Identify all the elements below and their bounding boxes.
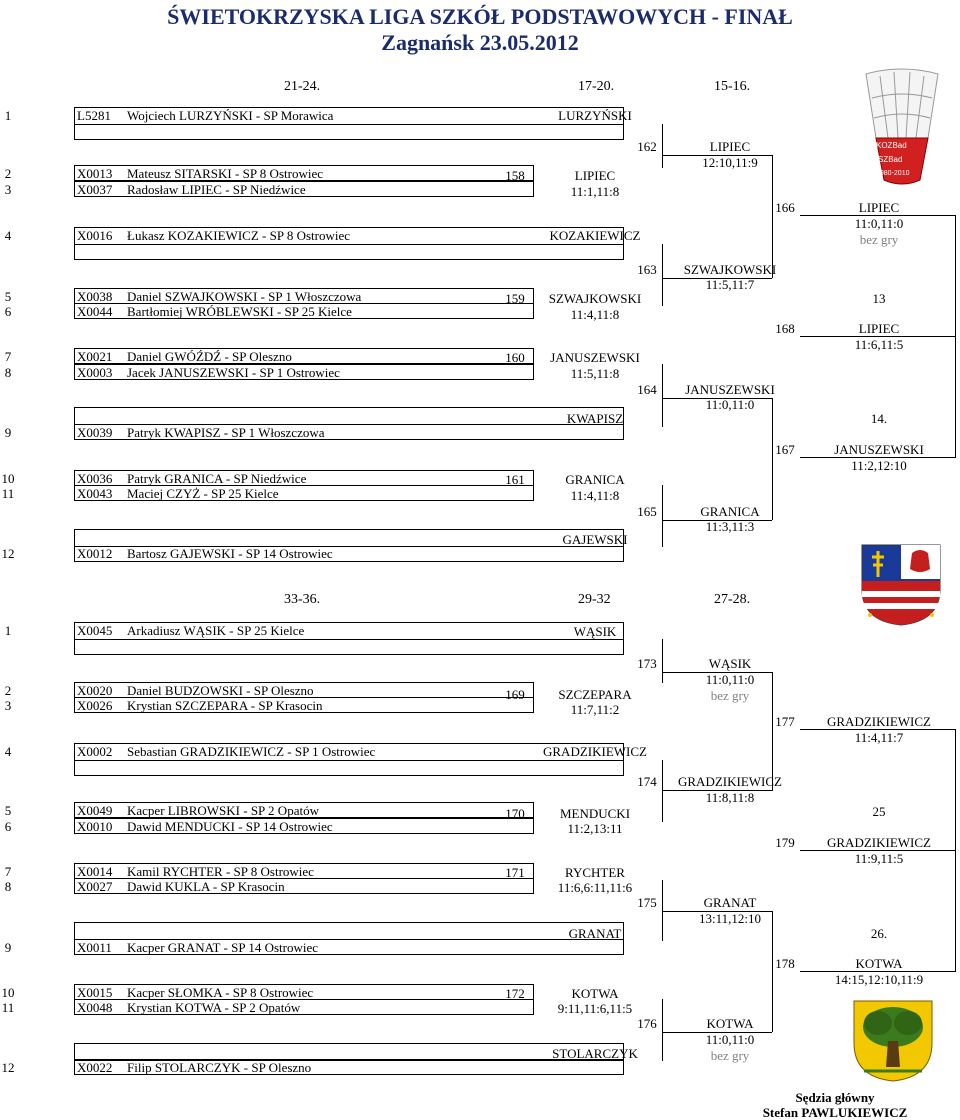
player-box xyxy=(74,424,624,440)
match-score: 11:1,11:8 xyxy=(570,184,620,199)
match-winner: SZWAJKOWSKI xyxy=(548,291,642,306)
player-name: Radosław LIPIEC - SP Niedźwice xyxy=(127,182,306,197)
bracket-line xyxy=(662,880,663,941)
player-name: Maciej CZYŻ - SP 25 Kielce xyxy=(127,486,279,501)
player-box xyxy=(74,303,534,319)
player-name: Daniel BUDZOWSKI - SP Oleszno xyxy=(127,683,314,698)
match-score: 11:2,13:11 xyxy=(567,821,623,836)
player-name: Filip STOLARCZYK - SP Oleszno xyxy=(127,1060,312,1075)
player-box xyxy=(74,697,534,713)
player-box xyxy=(74,165,534,181)
match-number: 167 xyxy=(775,442,795,457)
coat-of-arms-icon xyxy=(860,543,942,627)
player-name: Wojciech LURZYŃSKI - SP Morawica xyxy=(127,108,334,123)
match-score: 11:8,11:8 xyxy=(705,790,755,805)
player-name: Jacek JANUSZEWSKI - SP 1 Ostrowiec xyxy=(127,365,340,380)
player-code: X0022 xyxy=(77,1060,113,1075)
player-box xyxy=(74,939,624,955)
bracket-line xyxy=(800,336,956,337)
bracket-line xyxy=(662,155,772,156)
szbad-logo-text: SZBad xyxy=(878,155,903,164)
match-score: 11:5,11:8 xyxy=(570,366,620,381)
player-name: Kacper GRANAT - SP 14 Ostrowiec xyxy=(127,940,319,955)
place-label: 25 xyxy=(872,804,886,819)
player-seed: 11 xyxy=(1,486,15,501)
match-score: 14:15,12:10,11:9 xyxy=(834,972,924,987)
match-winner: LIPIEC xyxy=(858,321,900,336)
match-score: 11:9,11:5 xyxy=(854,851,904,866)
player-box xyxy=(74,546,624,562)
player-seed: 12 xyxy=(1,1060,15,1075)
bracket-line xyxy=(662,520,772,521)
referee-label: Sędzia główny xyxy=(795,1090,875,1105)
place-label: 14. xyxy=(870,411,888,426)
bracket-line xyxy=(662,244,663,306)
player-code: X0003 xyxy=(77,365,113,380)
match-note: bez gry xyxy=(859,232,899,247)
match-number: 158 xyxy=(505,168,525,183)
match-score: 11:0,11:0 xyxy=(705,672,755,687)
bracket-line xyxy=(800,729,956,730)
player-seed: 7 xyxy=(4,864,12,879)
player-seed: 4 xyxy=(4,744,12,759)
match-winner: LIPIEC xyxy=(574,168,616,183)
player-code: X0048 xyxy=(77,1000,113,1015)
match-number: 164 xyxy=(637,382,657,397)
player-code: X0011 xyxy=(77,940,112,955)
bracket-line xyxy=(662,911,772,912)
oak-tree-emblem-icon xyxy=(850,997,936,1083)
player-seed: 10 xyxy=(1,985,15,1000)
player-box xyxy=(74,1059,624,1075)
match-score: 13:11,12:10 xyxy=(699,911,761,926)
bracket-line xyxy=(662,1032,772,1033)
round-label: 33-36. xyxy=(284,592,321,607)
player-code: X0044 xyxy=(77,304,113,319)
match-winner: GRADZIKIEWICZ xyxy=(827,714,931,729)
player-name: Łukasz KOZAKIEWICZ - SP 8 Ostrowiec xyxy=(127,228,350,243)
bracket-line xyxy=(955,850,956,971)
match-number: 173 xyxy=(637,656,657,671)
player-box xyxy=(74,288,534,304)
bracket-line xyxy=(662,364,663,427)
player-name: Dawid KUKLA - SP Krasocin xyxy=(127,879,285,894)
player-box xyxy=(74,470,534,486)
bye-winner: WĄSIK xyxy=(573,624,617,639)
match-score: 11:4,11:7 xyxy=(854,730,904,745)
match-number: 174 xyxy=(637,774,657,789)
match-score: 11:7,11:2 xyxy=(570,702,620,717)
match-winner: KOTWA xyxy=(571,986,619,1001)
player-code: X0013 xyxy=(77,166,113,181)
bracket-line xyxy=(772,155,773,278)
player-box xyxy=(74,878,534,894)
place-label: 13 xyxy=(872,291,886,306)
player-code: X0012 xyxy=(77,546,113,561)
match-number: 166 xyxy=(775,200,795,215)
player-box xyxy=(74,364,534,380)
player-box xyxy=(74,682,534,698)
match-winner: KOTWA xyxy=(855,956,903,971)
player-box xyxy=(74,863,534,879)
player-code: X0049 xyxy=(77,803,113,818)
match-number: 178 xyxy=(775,956,795,971)
bracket-line xyxy=(662,278,772,279)
match-score: 9:11,11:6,11:5 xyxy=(557,1001,633,1016)
player-box xyxy=(74,485,534,501)
player-box xyxy=(74,802,534,821)
bracket-line xyxy=(772,911,773,1032)
match-winner: GRADZIKIEWICZ xyxy=(827,835,931,850)
match-number: 159 xyxy=(505,291,525,306)
match-number: 172 xyxy=(505,986,525,1001)
match-winner: JANUSZEWSKI xyxy=(834,442,924,457)
bracket-line xyxy=(800,971,956,972)
player-box xyxy=(74,181,534,197)
player-seed: 4 xyxy=(4,228,12,243)
bracket-line xyxy=(662,760,663,822)
match-winner: MENDUCKI xyxy=(559,806,631,821)
match-winner: GRANAT xyxy=(703,895,757,910)
match-score: 11:4,11:8 xyxy=(570,307,620,322)
match-note: bez gry xyxy=(710,1048,750,1063)
player-seed: 6 xyxy=(4,819,12,834)
match-winner: SZCZEPARA xyxy=(558,687,632,702)
player-seed: 8 xyxy=(4,879,12,894)
player-code: X0036 xyxy=(77,471,113,486)
player-name: Kamil RYCHTER - SP 8 Ostrowiec xyxy=(127,864,314,879)
match-number: 168 xyxy=(775,321,795,336)
match-winner: GRANICA xyxy=(565,472,625,487)
match-score: 11:6,6:11,11:6 xyxy=(557,880,633,895)
bracket-line xyxy=(800,457,956,458)
match-score: 11:6,11:5 xyxy=(854,337,904,352)
player-name: Kacper LIBROWSKI - SP 2 Opatów xyxy=(127,803,319,818)
player-name: Daniel SZWAJKOWSKI - SP 1 Włoszczowa xyxy=(127,289,362,304)
player-code: X0043 xyxy=(77,486,113,501)
match-winner: JANUSZEWSKI xyxy=(550,350,640,365)
page-subtitle: Zagnańsk 23.05.2012 xyxy=(381,30,579,55)
bracket-line xyxy=(662,790,772,791)
match-score: 11:0,11:0 xyxy=(854,216,904,231)
player-seed: 11 xyxy=(1,1000,15,1015)
match-winner: LIPIEC xyxy=(709,139,751,154)
player-box xyxy=(74,984,534,1000)
match-winner: SZWAJKOWSKI xyxy=(683,262,777,277)
match-number: 163 xyxy=(637,262,657,277)
player-seed: 2 xyxy=(4,683,12,698)
round-label: 21-24. xyxy=(284,79,321,94)
match-number: 175 xyxy=(637,895,657,910)
bye-winner: LURZYŃSKI xyxy=(558,108,632,123)
bracket-line xyxy=(955,729,956,850)
bracket-line xyxy=(662,398,772,399)
match-winner: RYCHTER xyxy=(565,865,625,880)
kozbad-logo-text: KOZBad xyxy=(876,141,907,150)
page-title: ŚWIETOKRZYSKA LIGA SZKÓŁ PODSTAWOWYCH - FINAŁ xyxy=(167,4,793,29)
player-code: X0037 xyxy=(77,182,113,197)
match-number: 161 xyxy=(505,472,525,487)
player-code: X0038 xyxy=(77,289,113,304)
match-winner: KOTWA xyxy=(706,1016,754,1031)
match-winner: LIPIEC xyxy=(858,200,900,215)
player-name: Bartosz GAJEWSKI - SP 14 Ostrowiec xyxy=(127,546,333,561)
player-seed: 3 xyxy=(4,698,12,713)
player-seed: 1 xyxy=(4,108,12,123)
player-box xyxy=(74,760,624,776)
player-seed: 1 xyxy=(4,623,12,638)
player-seed: 8 xyxy=(4,365,12,380)
player-box xyxy=(74,348,534,364)
logo-years-text: 1980-2010 xyxy=(876,170,910,177)
round-label: 27-28. xyxy=(714,592,751,607)
match-number: 160 xyxy=(505,350,525,365)
player-seed: 7 xyxy=(4,349,12,364)
player-seed: 3 xyxy=(4,182,12,197)
player-code: X0026 xyxy=(77,698,113,713)
player-name: Daniel GWÓŹDŹ - SP Oleszno xyxy=(127,349,292,364)
bracket-line xyxy=(662,639,663,683)
player-name: Arkadiusz WĄSIK - SP 25 Kielce xyxy=(127,623,305,638)
player-seed: 2 xyxy=(4,166,12,181)
player-name: Patryk GRANICA - SP Niedźwice xyxy=(127,471,307,486)
match-winner: GRADZIKIEWICZ xyxy=(678,774,782,789)
match-number: 169 xyxy=(505,687,525,702)
bye-winner: KWAPISZ xyxy=(566,411,624,426)
player-code: X0020 xyxy=(77,683,113,698)
match-score: 11:0,11:0 xyxy=(705,1032,755,1047)
bye-winner: GRANAT xyxy=(568,926,622,941)
bracket-line xyxy=(662,485,663,547)
match-number: 170 xyxy=(505,806,525,821)
player-name: Bartłomiej WRÓBLEWSKI - SP 25 Kielce xyxy=(127,304,352,319)
match-number: 176 xyxy=(637,1016,657,1031)
player-code: X0002 xyxy=(77,744,113,759)
player-box xyxy=(74,244,624,260)
match-number: 171 xyxy=(505,865,525,880)
player-code: X0010 xyxy=(77,819,113,834)
match-score: 11:4,11:8 xyxy=(570,488,620,503)
player-name: Sebastian GRADZIKIEWICZ - SP 1 Ostrowiec xyxy=(127,744,376,759)
player-box xyxy=(74,124,624,140)
player-code: X0045 xyxy=(77,623,113,638)
player-seed: 5 xyxy=(4,803,12,818)
shuttlecock-logo-icon xyxy=(858,68,946,186)
match-number: 177 xyxy=(775,714,795,729)
player-code: X0015 xyxy=(77,985,113,1000)
bye-winner: GAJEWSKI xyxy=(562,532,628,547)
bye-winner: STOLARCZYK xyxy=(552,1046,638,1061)
player-name: Dawid MENDUCKI - SP 14 Ostrowiec xyxy=(127,819,333,834)
bracket-line xyxy=(662,999,663,1061)
bracket-line xyxy=(662,124,663,168)
round-label: 29-32 xyxy=(578,592,611,607)
player-seed: 6 xyxy=(4,304,12,319)
player-name: Krystian KOTWA - SP 2 Opatów xyxy=(127,1000,301,1015)
bracket-line xyxy=(772,672,773,791)
player-code: X0021 xyxy=(77,349,113,364)
match-winner: WĄSIK xyxy=(708,656,752,671)
player-box xyxy=(74,818,534,834)
bracket-line xyxy=(772,398,773,520)
place-label: 26. xyxy=(870,926,888,941)
bracket-line xyxy=(800,850,956,851)
bye-winner: KOZAKIEWICZ xyxy=(549,228,641,243)
player-seed: 12 xyxy=(1,546,15,561)
player-name: Mateusz SITARSKI - SP 8 Ostrowiec xyxy=(127,166,323,181)
match-number: 165 xyxy=(637,504,657,519)
player-name: Krystian SZCZEPARA - SP Krasocin xyxy=(127,698,323,713)
referee-name: Stefan PAWLUKIEWICZ xyxy=(762,1105,908,1120)
match-score: 11:2,12:10 xyxy=(851,458,907,473)
player-code: L5281 xyxy=(77,108,111,123)
match-number: 162 xyxy=(637,139,657,154)
match-score: 11:3,11:3 xyxy=(705,519,755,534)
match-number: 179 xyxy=(775,835,795,850)
round-label: 15-16. xyxy=(714,79,751,94)
match-score: 12:10,11:9 xyxy=(702,155,758,170)
match-winner: JANUSZEWSKI xyxy=(685,382,775,397)
player-seed: 9 xyxy=(4,425,12,440)
player-code: X0016 xyxy=(77,228,113,243)
match-note: bez gry xyxy=(710,688,750,703)
player-seed: 10 xyxy=(1,471,15,486)
bracket-line xyxy=(955,336,956,457)
match-winner: GRANICA xyxy=(700,504,760,519)
player-code: X0014 xyxy=(77,864,113,879)
player-code: X0039 xyxy=(77,425,113,440)
bracket-line xyxy=(662,672,772,673)
player-seed: 9 xyxy=(4,940,12,955)
player-code: X0027 xyxy=(77,879,113,894)
bye-winner: GRADZIKIEWICZ xyxy=(543,744,647,759)
bracket-line xyxy=(800,215,956,216)
player-box xyxy=(74,639,624,655)
match-score: 11:5,11:7 xyxy=(705,277,755,292)
player-box xyxy=(74,999,534,1015)
match-score: 11:0,11:0 xyxy=(705,397,755,412)
player-seed: 5 xyxy=(4,289,12,304)
round-label: 17-20. xyxy=(578,79,615,94)
player-name: Patryk KWAPISZ - SP 1 Włoszczowa xyxy=(127,425,325,440)
player-name: Kacper SŁOMKA - SP 8 Ostrowiec xyxy=(127,985,314,1000)
bracket-line xyxy=(955,215,956,336)
